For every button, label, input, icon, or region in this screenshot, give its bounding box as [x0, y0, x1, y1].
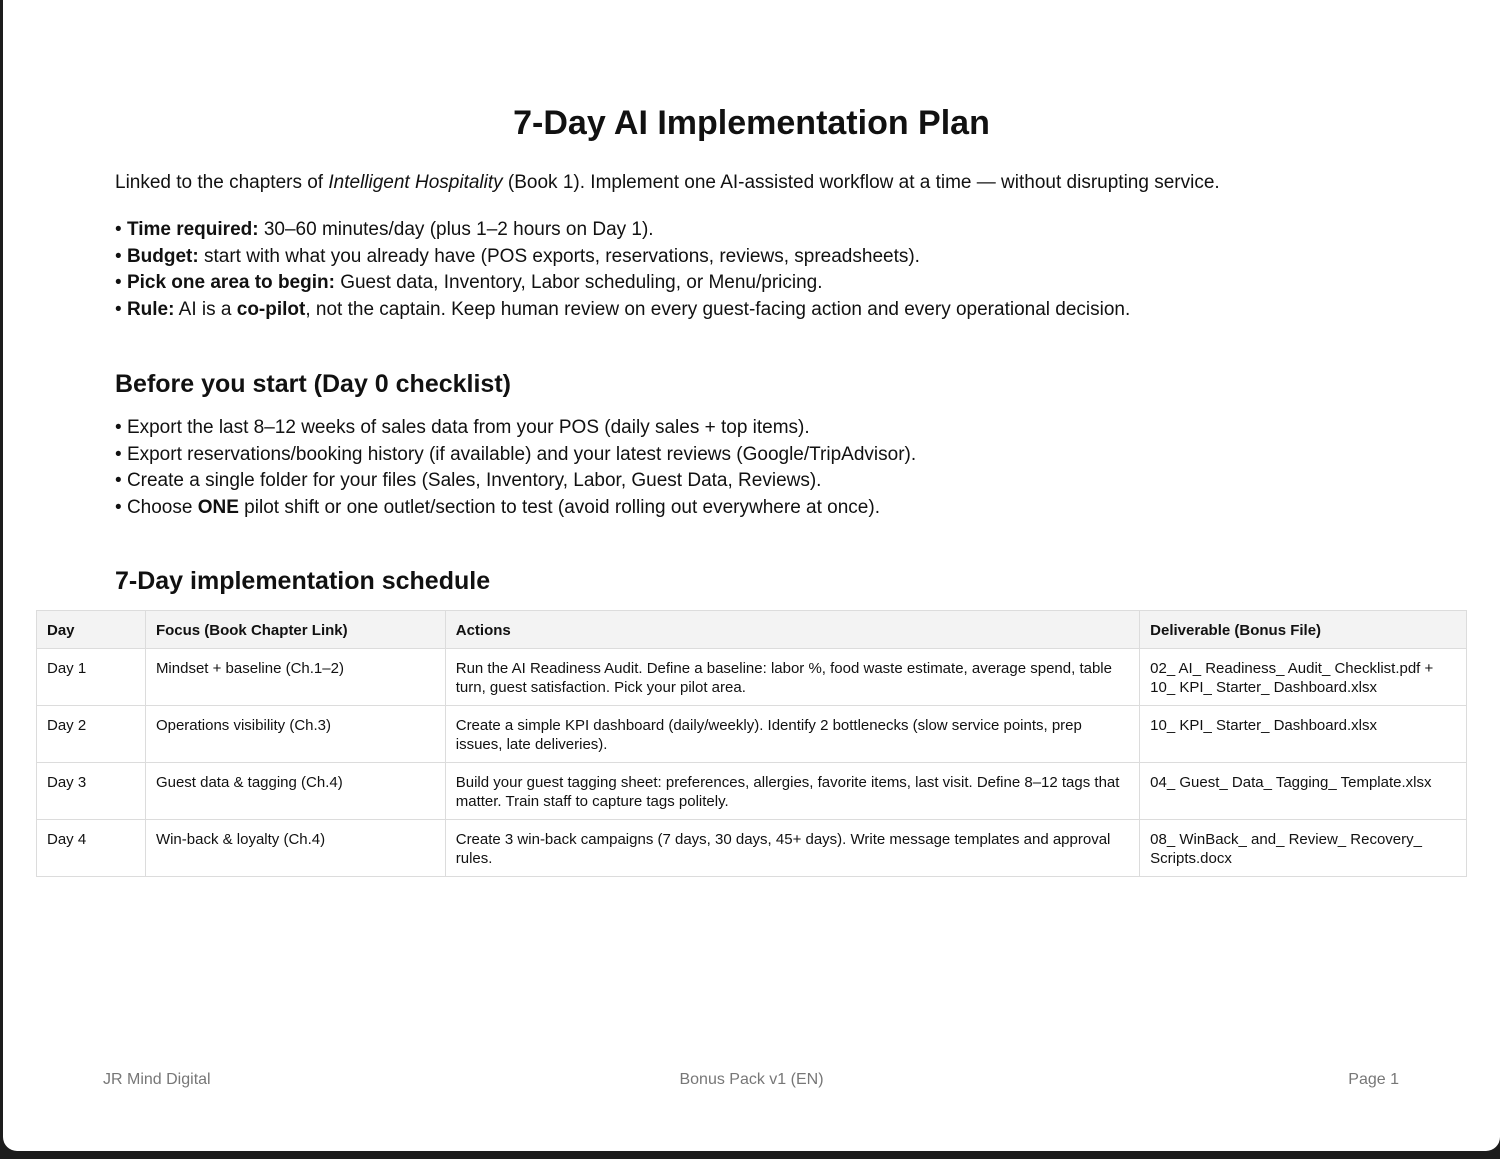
list-item: • Rule: AI is a co-pilot, not the captain. Keep human review on every guest-facing action and every operational decision. — [115, 299, 1131, 321]
schedule-heading: 7-Day implementation schedule — [115, 567, 491, 595]
column-header-actions: Actions — [445, 611, 1139, 649]
list-item: • Pick one area to begin: Guest data, Inventory, Labor scheduling, or Menu/pricing. — [115, 272, 823, 294]
cell-actions: Build your guest tagging sheet: preferences, allergies, favorite items, last visit. Define 8–12 tags that matter. Train staff to capture tags politely. — [445, 763, 1139, 820]
list-item: • Choose ONE pilot shift or one outlet/section to test (avoid rolling out everywhere at once). — [115, 497, 880, 519]
item-text: Export reservations/booking history (if available) and your latest reviews (Google/TripAdvisor). — [126, 443, 917, 465]
item-emphasis: ONE — [197, 497, 239, 519]
cell-deliverable: 08_ WinBack_ and_ Review_ Recovery_ Scripts.docx — [1140, 820, 1467, 877]
item-text: start with what you already have (POS exports, reservations, reviews, spreadsheets). — [198, 245, 920, 267]
footer-left: JR Mind Digital — [103, 1071, 211, 1088]
page-title: 7-Day AI Implementation Plan — [513, 104, 990, 142]
item-label: Budget: — [126, 245, 199, 267]
item-text: pilot shift or one outlet/section to test (avoid rolling out everywhere at once). — [238, 497, 880, 519]
table-header-row — [37, 611, 1467, 649]
item-label: Pick one area to begin: — [126, 272, 335, 294]
item-text: 30–60 minutes/day (plus 1–2 hours on Day 1). — [258, 219, 654, 240]
book-title: Intelligent Hospitality — [328, 172, 503, 193]
column-header-day: Day — [37, 611, 146, 649]
cell-focus: Mindset + baseline (Ch.1–2) — [145, 649, 445, 706]
intro-paragraph — [115, 172, 1220, 194]
item-text: , not the captain. Keep human review on every guest-facing action and every operational decision. — [305, 299, 1131, 321]
item-text: Export the last 8–12 weeks of sales data from your POS (daily sales + top items). — [126, 417, 810, 438]
cell-day: Day 3 — [37, 763, 146, 820]
item-label: Time required: — [126, 219, 259, 240]
item-emphasis: co-pilot — [236, 299, 306, 321]
list-item: • Create a single folder for your files (Sales, Inventory, Labor, Guest Data, Reviews). — [115, 470, 822, 492]
schedule-table — [36, 610, 1467, 877]
list-item: • Time required: 30–60 minutes/day (plus 1–2 hours on Day 1). — [115, 219, 654, 240]
cell-focus: Win-back & loyalty (Ch.4) — [145, 820, 445, 877]
item-text: Guest data, Inventory, Labor scheduling, or Menu/pricing. — [334, 272, 823, 294]
cell-day: Day 2 — [37, 706, 146, 763]
intro-text-end: (Book 1). Implement one AI-assisted workflow at a time — without disrupting service. — [502, 172, 1220, 193]
cell-deliverable: 04_ Guest_ Data_ Tagging_ Template.xlsx — [1140, 763, 1467, 820]
list-item: • Budget: start with what you already have (POS exports, reservations, reviews, spreadsheets). — [115, 245, 920, 267]
cell-focus: Operations visibility (Ch.3) — [145, 706, 445, 763]
cell-actions: Create a simple KPI dashboard (daily/weekly). Identify 2 bottlenecks (slow service points, prep issues, late deliveries). — [445, 706, 1139, 763]
intro-text: Linked to the chapters of — [115, 172, 329, 193]
list-item: • Export the last 8–12 weeks of sales data from your POS (daily sales + top items). — [115, 417, 810, 438]
list-item: • Export reservations/booking history (if available) and your latest reviews (Google/TripAdvisor). — [115, 443, 917, 465]
cell-actions: Run the AI Readiness Audit. Define a baseline: labor %, food waste estimate, average spend, table turn, guest satisfaction. Pick your pilot area. — [445, 649, 1139, 706]
footer-center: Bonus Pack v1 (EN) — [679, 1071, 824, 1088]
checklist-heading: Before you start (Day 0 checklist) — [115, 370, 511, 398]
item-text: Choose — [126, 497, 198, 519]
page-number: Page 1 — [1348, 1071, 1399, 1088]
cell-actions: Create 3 win-back campaigns (7 days, 30 days, 45+ days). Write message templates and approval rules. — [445, 820, 1139, 877]
cell-day: Day 1 — [37, 649, 146, 706]
cell-day: Day 4 — [37, 820, 146, 877]
document-page — [3, 0, 1500, 1151]
table-row — [37, 706, 1467, 763]
cell-deliverable: 02_ AI_ Readiness_ Audit_ Checklist.pdf + 10_ KPI_ Starter_ Dashboard.xlsx — [1140, 649, 1467, 706]
column-header-deliverable: Deliverable (Bonus File) — [1140, 611, 1467, 649]
item-text: Create a single folder for your files (Sales, Inventory, Labor, Guest Data, Reviews). — [126, 470, 822, 492]
cell-deliverable: 10_ KPI_ Starter_ Dashboard.xlsx — [1140, 706, 1467, 763]
checklist-list — [115, 415, 916, 522]
table-row — [37, 649, 1467, 706]
item-text: AI is a — [174, 299, 237, 321]
overview-list — [115, 217, 1130, 324]
table-row — [37, 820, 1467, 877]
item-label: Rule: — [126, 299, 175, 321]
cell-focus: Guest data & tagging (Ch.4) — [145, 763, 445, 820]
column-header-focus: Focus (Book Chapter Link) — [145, 611, 445, 649]
table-row — [37, 763, 1467, 820]
